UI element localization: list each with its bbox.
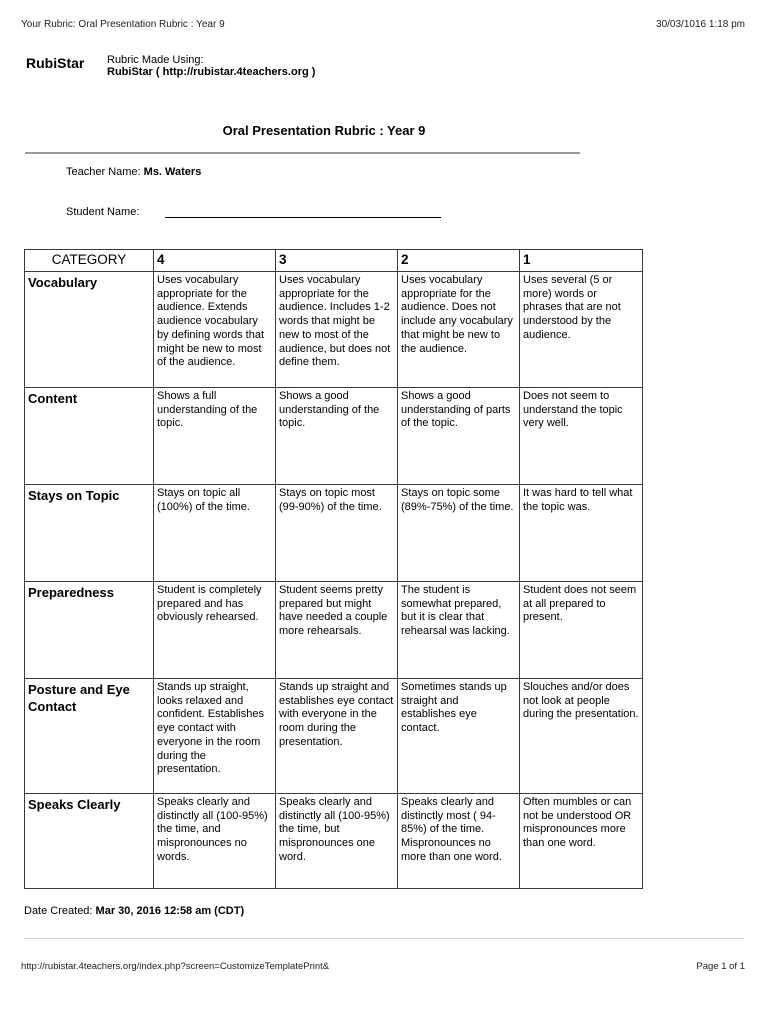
category-name: Posture and Eye Contact (25, 679, 154, 794)
header-level-4: 4 (154, 250, 276, 272)
criterion-cell: It was hard to tell what the topic was. (520, 485, 643, 582)
category-name: Preparedness (25, 582, 154, 679)
criterion-cell: Speaks clearly and distinctly all (100-95%) the time, but mispronounces one word. (276, 794, 398, 889)
header-level-3: 3 (276, 250, 398, 272)
criterion-cell: Uses vocabulary appropriate for the audience. Does not include any vocabulary that might be new to the audience. (398, 272, 520, 388)
rubric-row-preparedness (25, 582, 643, 679)
print-footer-page-number: Page 1 of 1 (696, 961, 745, 972)
criterion-cell: Stays on topic some (89%-75%) of the time. (398, 485, 520, 582)
criterion-cell: Sometimes stands up straight and establishes eye contact. (398, 679, 520, 794)
rubric-row-vocabulary (25, 272, 643, 388)
rubric-row-speaks-clearly (25, 794, 643, 889)
print-header-title: Your Rubric: Oral Presentation Rubric : Year 9 (21, 19, 225, 30)
header-level-1: 1 (520, 250, 643, 272)
criterion-cell: Speaks clearly and distinctly most ( 94-85%) of the time. Mispronounces no more than one word. (398, 794, 520, 889)
date-created-label: Date Created: (24, 905, 93, 917)
teacher-name-value: Ms. Waters (143, 166, 202, 178)
criterion-cell: Student seems pretty prepared but might have needed a couple more rehearsals. (276, 582, 398, 679)
criterion-cell: Does not seem to understand the topic very well. (520, 388, 643, 485)
student-name-row (66, 206, 139, 218)
criterion-cell: Stays on topic all (100%) of the time. (154, 485, 276, 582)
criterion-cell: Often mumbles or can not be understood OR mispronounces more than one word. (520, 794, 643, 889)
rubric-row-stays-on-topic (25, 485, 643, 582)
print-footer-url: http://rubistar.4teachers.org/index.php?screen=CustomizeTemplatePrint& (21, 961, 330, 972)
title-divider (25, 152, 580, 154)
criterion-cell: Student is completely prepared and has obviously rehearsed. (154, 582, 276, 679)
criterion-cell: Shows a full understanding of the topic. (154, 388, 276, 485)
criterion-cell: Uses vocabulary appropriate for the audience. Extends audience vocabulary by defining words that might be new to most of the audience. (154, 272, 276, 388)
category-name: Stays on Topic (25, 485, 154, 582)
criterion-cell: Shows a good understanding of parts of the topic. (398, 388, 520, 485)
made-using-block (107, 54, 315, 78)
page-title: Oral Presentation Rubric : Year 9 (222, 123, 426, 138)
criterion-cell: Uses vocabulary appropriate for the audience. Includes 1-2 words that might be new to most of the audience, but does not define them. (276, 272, 398, 388)
rubric-header-row (25, 250, 643, 272)
criterion-cell: Uses several (5 or more) words or phrases that are not understood by the audience. (520, 272, 643, 388)
category-name: Vocabulary (25, 272, 154, 388)
date-created-value: Mar 30, 2016 12:58 am (CDT) (95, 905, 245, 917)
print-header-timestamp: 30/03/1016 1:18 pm (656, 19, 745, 30)
criterion-cell: Stays on topic most (99-90%) of the time. (276, 485, 398, 582)
teacher-name-row (66, 166, 201, 178)
criterion-cell: Stands up straight, looks relaxed and confident. Establishes eye contact with everyone in the room during the presentation. (154, 679, 276, 794)
date-created (24, 905, 244, 917)
student-name-label: Student Name: (66, 206, 140, 218)
criterion-cell: Shows a good understanding of the topic. (276, 388, 398, 485)
criterion-cell: Speaks clearly and distinctly all (100-95%) the time, and mispronounces no words. (154, 794, 276, 889)
category-name: Speaks Clearly (25, 794, 154, 889)
teacher-name-label: Teacher Name: (66, 166, 141, 178)
criterion-cell: Student does not seem at all prepared to present. (520, 582, 643, 679)
criterion-cell: Slouches and/or does not look at people during the presentation. (520, 679, 643, 794)
student-name-blank-line (165, 217, 441, 218)
rubric-table (24, 249, 643, 889)
rubric-row-content (25, 388, 643, 485)
category-name: Content (25, 388, 154, 485)
footer-divider (24, 938, 744, 939)
brand-logo: RubiStar (26, 55, 85, 71)
criterion-cell: Stands up straight and establishes eye contact with everyone in the room during the presentation. (276, 679, 398, 794)
criterion-cell: The student is somewhat prepared, but it is clear that rehearsal was lacking. (398, 582, 520, 679)
made-using-label: Rubric Made Using: (107, 54, 204, 66)
rubistar-link[interactable]: RubiStar ( http://rubistar.4teachers.org ) (107, 66, 316, 78)
rubric-row-posture-eye-contact (25, 679, 643, 794)
header-category: CATEGORY (25, 250, 154, 272)
header-level-2: 2 (398, 250, 520, 272)
